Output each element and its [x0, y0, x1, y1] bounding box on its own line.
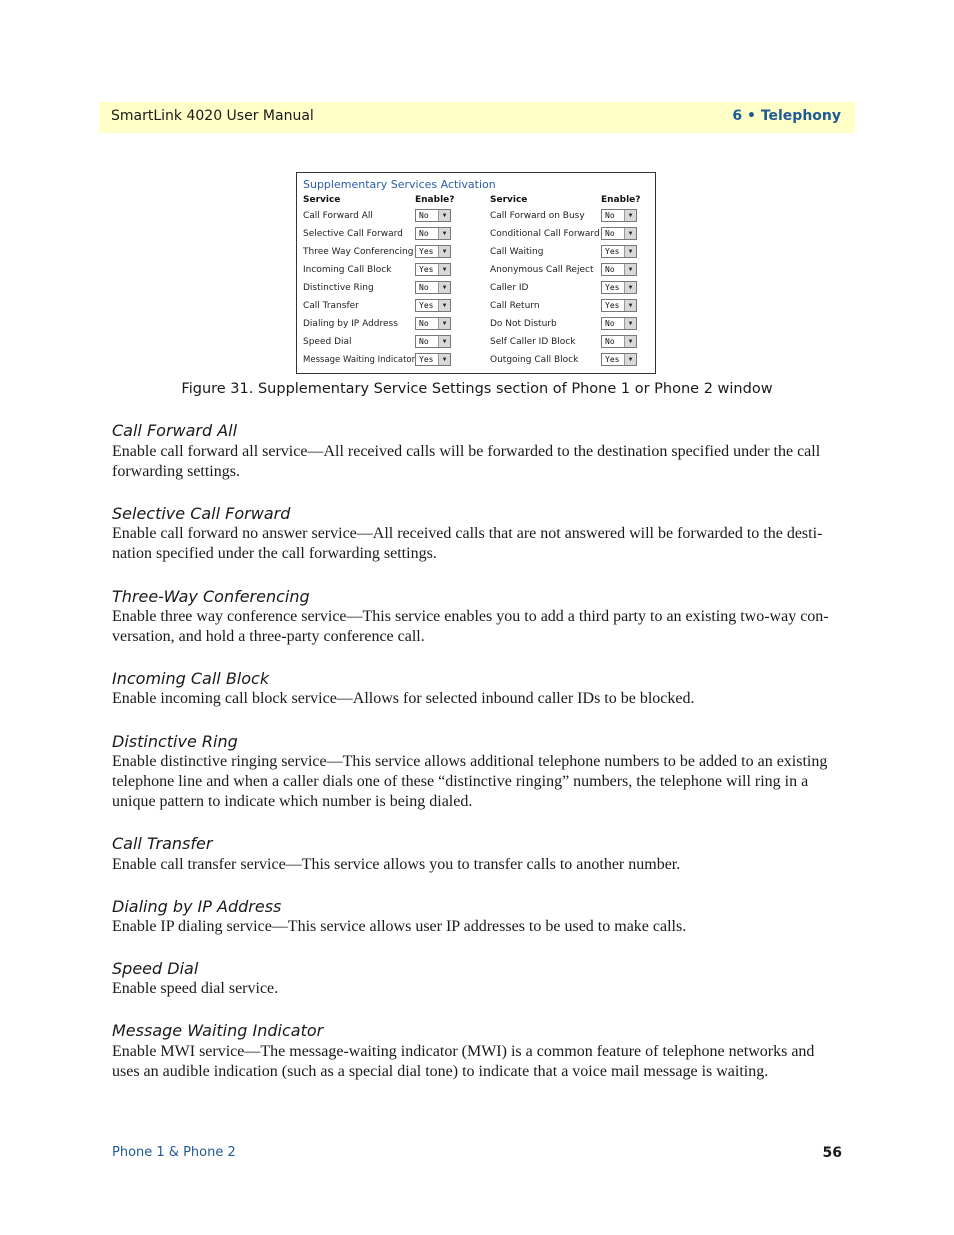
enable-select[interactable]: No ▼ [415, 317, 451, 330]
chevron-down-icon: ▼ [624, 354, 636, 365]
section-title: Three-Way Conferencing [112, 587, 310, 606]
service-label: Anonymous Call Reject [490, 265, 594, 275]
enable-select[interactable]: No ▼ [415, 335, 451, 348]
service-label: Do Not Disturb [490, 319, 557, 329]
section-title: Call Transfer [112, 834, 213, 853]
service-label: Conditional Call Forward [490, 229, 600, 239]
enable-select[interactable]: No ▼ [601, 227, 637, 240]
chevron-down-icon: ▼ [438, 264, 450, 275]
section-body: Enable IP dialing service—This service allows user IP addresses to be used to make calls. [112, 918, 687, 935]
enable-select[interactable]: No ▼ [601, 335, 637, 348]
section-body: Enable three way conference service—This service enables you to add a third party to an existing two-way con-versation, and hold a three-party conference call. [112, 608, 829, 645]
chevron-down-icon: ▼ [438, 336, 450, 347]
enable-select[interactable]: No ▼ [415, 227, 451, 240]
section-body: Enable distinctive ringing service—This service allows additional telephone numbers to be added to an existing telephone line and when a caller dials one of these “distinctive ringing” numbers, the telephone will ring in a unique pattern to indicate which number is being dialed. [112, 753, 828, 810]
section-title: Selective Call Forward [112, 504, 291, 523]
enable-select[interactable]: Yes ▼ [415, 245, 451, 258]
enable-select[interactable]: Yes ▼ [415, 263, 451, 276]
chevron-down-icon: ▼ [624, 246, 636, 257]
enable-select[interactable]: Yes ▼ [415, 353, 451, 366]
chevron-down-icon: ▼ [624, 228, 636, 239]
col-service-right: Service [490, 195, 528, 205]
manual-title: SmartLink 4020 User Manual [111, 108, 314, 124]
enable-select[interactable]: No ▼ [415, 209, 451, 222]
service-label: Three Way Conferencing [303, 247, 414, 257]
section-title: Dialing by IP Address [112, 897, 282, 916]
section-body: Enable call transfer service—This service allows you to transfer calls to another number. [112, 856, 681, 873]
enable-select[interactable]: Yes ▼ [415, 299, 451, 312]
enable-select[interactable]: No ▼ [601, 263, 637, 276]
enable-select[interactable]: No ▼ [601, 317, 637, 330]
section-body: Enable MWI service—The message-waiting indicator (MWI) is a common feature of telephone networks and uses an audible indication (such as a special dial tone) to indicate that a voice mail message is waiting. [112, 1043, 815, 1080]
section-body: Enable call forward all service—All received calls will be forwarded to the destination specified under the call forwarding settings. [112, 443, 821, 480]
chevron-down-icon: ▼ [438, 318, 450, 329]
enable-select[interactable]: Yes ▼ [601, 299, 637, 312]
section-title: Speed Dial [112, 959, 199, 978]
chevron-down-icon: ▼ [438, 228, 450, 239]
chapter-title: 6 • Telephony [732, 108, 841, 124]
service-label: Call Return [490, 301, 540, 311]
chevron-down-icon: ▼ [624, 318, 636, 329]
service-label: Call Forward on Busy [490, 211, 585, 221]
enable-select[interactable]: Yes ▼ [601, 353, 637, 366]
enable-select[interactable]: Yes ▼ [601, 281, 637, 294]
chevron-down-icon: ▼ [624, 210, 636, 221]
service-label: Dialing by IP Address [303, 319, 398, 329]
page-header [99, 102, 855, 133]
service-label: Distinctive Ring [303, 283, 374, 293]
panel-title: Supplementary Services Activation [303, 178, 496, 191]
chevron-down-icon: ▼ [438, 246, 450, 257]
chevron-down-icon: ▼ [624, 300, 636, 311]
section-body: Enable call forward no answer service—All received calls that are not answered will be forwarded to the desti-nation specified under the call forwarding settings. [112, 525, 823, 562]
section-body: Enable speed dial service. [112, 980, 279, 997]
figure-caption: Figure 31. Supplementary Service Settings section of Phone 1 or Phone 2 window [181, 381, 773, 397]
service-label: Outgoing Call Block [490, 355, 579, 365]
chevron-down-icon: ▼ [624, 264, 636, 275]
service-label: Self Caller ID Block [490, 337, 576, 347]
section-body: Enable incoming call block service—Allows for selected inbound caller IDs to be blocked. [112, 690, 695, 707]
chevron-down-icon: ▼ [438, 354, 450, 365]
section-title: Call Forward All [112, 421, 238, 440]
service-label: Speed Dial [303, 337, 352, 347]
chevron-down-icon: ▼ [438, 282, 450, 293]
service-label: Call Waiting [490, 247, 544, 257]
chevron-down-icon: ▼ [624, 282, 636, 293]
enable-select[interactable]: No ▼ [601, 209, 637, 222]
col-service-left: Service [303, 195, 341, 205]
service-label: Selective Call Forward [303, 229, 403, 239]
col-enable-left: Enable? [415, 195, 455, 205]
chevron-down-icon: ▼ [438, 210, 450, 221]
section-title: Message Waiting Indicator [112, 1021, 324, 1040]
supplementary-services-panel [296, 172, 656, 374]
chevron-down-icon: ▼ [438, 300, 450, 311]
service-label: Call Forward All [303, 211, 373, 221]
section-title: Distinctive Ring [112, 732, 238, 751]
page-number: 56 [822, 1145, 842, 1161]
service-label: Message Waiting Indicator [303, 355, 416, 365]
section-title: Incoming Call Block [112, 669, 270, 688]
service-label: Incoming Call Block [303, 265, 392, 275]
service-label: Call Transfer [303, 301, 359, 311]
enable-select[interactable]: No ▼ [415, 281, 451, 294]
enable-select[interactable]: Yes ▼ [601, 245, 637, 258]
col-enable-right: Enable? [601, 195, 641, 205]
chevron-down-icon: ▼ [624, 336, 636, 347]
service-label: Caller ID [490, 283, 529, 293]
footer-section: Phone 1 & Phone 2 [112, 1145, 236, 1160]
